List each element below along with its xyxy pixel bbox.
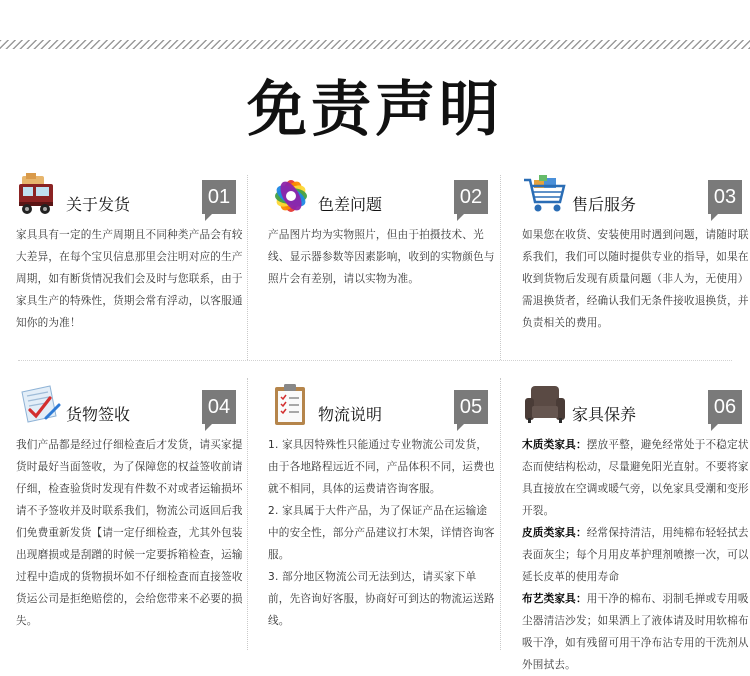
card-number-badge: 02 xyxy=(454,180,488,214)
card-body xyxy=(268,224,496,290)
item-text: 经常保持清洁，用纯棉布轻轻拭去表面灰尘；每个月用皮革护理剂喷擦一次，可以延长皮革的使用寿命 xyxy=(522,527,749,583)
row-divider xyxy=(18,360,732,361)
card-text: 如果您在收货、安装使用时遇到问题，请随时联系我们，我们可以随时提供专业的指导，如果在收到货物后发现有质量问题（非人为，无使用）需退换货者，经确认我们无条件接收退换货，并负责相关的费用。 xyxy=(522,229,749,329)
card-furniture-care xyxy=(522,382,750,671)
list-item: 3. 部分地区物流公司无法到达，请买家下单前，先咨询好客服，协商好可到达的物流运送路线。 xyxy=(268,571,495,627)
list-item xyxy=(522,434,750,522)
card-after-sales xyxy=(522,172,750,357)
card-shipping xyxy=(16,172,248,357)
page-title: 免责声明 xyxy=(247,75,503,145)
card-title: 货物签收 xyxy=(66,405,131,424)
card-goods-signing xyxy=(16,382,248,652)
card-logistics xyxy=(268,382,500,652)
card-number-badge: 06 xyxy=(708,390,742,424)
armchair-icon xyxy=(522,382,568,428)
list-item: 2. 家具属于大件产品，为了保证产品在运输途中的安全性，部分产品建议打木架，详情咨询客服。 xyxy=(268,505,495,561)
card-number-badge: 01 xyxy=(202,180,236,214)
color-palette-icon xyxy=(268,172,314,218)
card-title: 家具保养 xyxy=(572,405,637,424)
card-body xyxy=(16,434,244,632)
delivery-truck-icon xyxy=(16,172,62,218)
list-item xyxy=(522,588,750,676)
card-number-badge: 05 xyxy=(454,390,488,424)
card-text: 我们产品都是经过仔细检查后才发货，请买家提货时最好当面签收，为了保障您的权益签收前请仔细，检查验货时发现有件数不对或者运输损坏请不予签收并及时联系我们，物流公司返回后我们免费重新发货【请一定仔细检查，尤其外包装出现磨损或是刮蹭的时候一定要拆箱检查，运输过程中造成的货物损坏如不仔细检查而直接签收货运公司是拒绝赔偿的，会给您带来不必要的损失。 xyxy=(16,439,243,627)
card-text: 产品图片均为实物照片，但由于拍摄技术、光线、显示器参数等因素影响，收到的实物颜色与照片会有差别，请以实物为准。 xyxy=(268,229,495,285)
column-divider xyxy=(500,378,501,650)
list-item: 1. 家具因特殊性只能通过专业物流公司发货，由于各地路程远近不同，产品体积不同，运费也就不相同，具体的运费请咨询客服。 xyxy=(268,439,495,495)
shopping-cart-icon xyxy=(522,172,568,218)
item-label: 木质类家具： xyxy=(522,439,587,451)
card-number-badge: 04 xyxy=(202,390,236,424)
card-title: 售后服务 xyxy=(572,195,637,214)
item-text: 用干净的棉布、羽制毛掸或专用吸尘器清洁沙发；如果洒上了液体请及时用软棉布吸干净，如有残留可用干净布沾专用的干洗剂从外围拭去。 xyxy=(522,593,749,671)
item-text: 摆放平整，避免经常处于不稳定状态而使结构松动，尽量避免阳光直射。不要将家具直接放在空调或暖气旁，以免家具受潮和变形开裂。 xyxy=(522,439,749,517)
card-title: 物流说明 xyxy=(318,405,383,424)
card-body xyxy=(522,224,750,334)
list-item xyxy=(522,522,750,588)
card-body xyxy=(16,224,244,334)
card-number-badge: 03 xyxy=(708,180,742,214)
item-label: 布艺类家具： xyxy=(522,593,587,605)
item-label: 皮质类家具： xyxy=(522,527,587,539)
card-body xyxy=(268,434,496,632)
card-text: 家具具有一定的生产周期且不同种类产品会有较大差异，在每个宝贝信息那里会注明对应的生产周期，如有断货情况我们会及时与您联系，由于家具生产的特殊性，货期会常有浮动，以客服通知你的为准！ xyxy=(16,229,243,329)
card-color-difference xyxy=(268,172,500,357)
column-divider xyxy=(500,175,501,360)
card-body xyxy=(522,434,750,676)
decorative-stripe xyxy=(0,40,750,49)
clipboard-checklist-icon xyxy=(268,382,314,428)
card-title: 色差问题 xyxy=(318,195,383,214)
card-title: 关于发货 xyxy=(66,195,131,214)
sign-document-icon xyxy=(16,382,62,428)
